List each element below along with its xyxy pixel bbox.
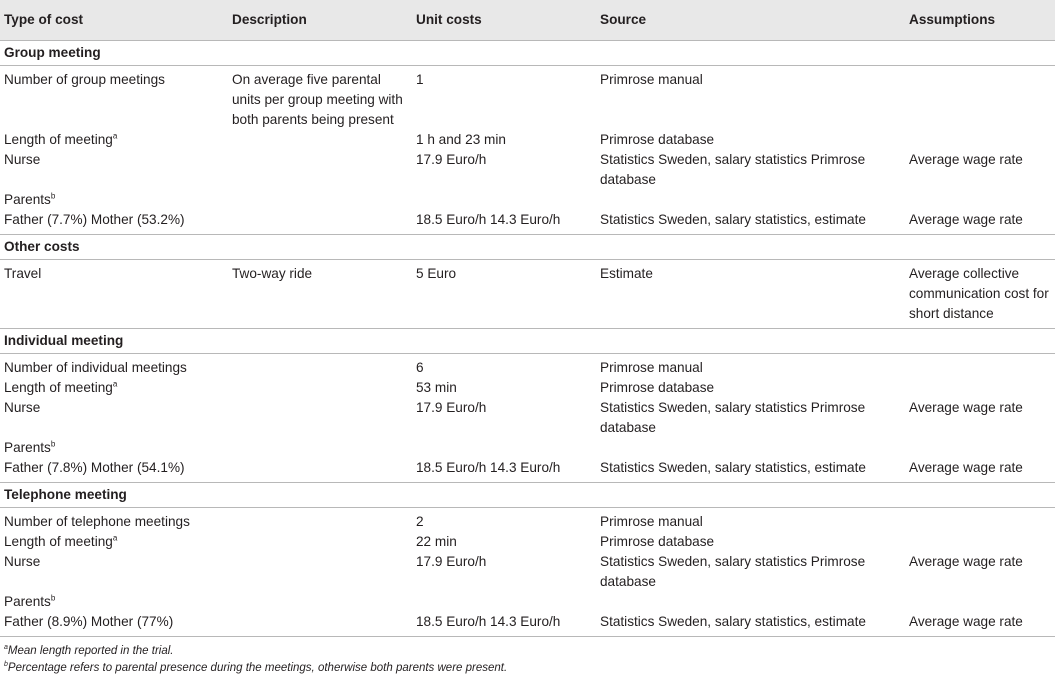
table-header-row: [0, 0, 1055, 40]
cell-unit-cost: 17.9 Euro/h: [416, 151, 487, 167]
table-row: [0, 532, 1055, 552]
cell-unit-cost: 17.9 Euro/h: [416, 399, 487, 415]
footnote-mark: a: [112, 378, 118, 388]
cell-source: Statistics Sweden, salary statistics, estimate: [596, 612, 905, 637]
cell-unit-cost: 1 h and 23 min: [416, 131, 506, 147]
cell-type-text: Parents: [4, 191, 51, 207]
cell-unit-cost: 5 Euro: [412, 259, 596, 328]
footnote-text: Percentage refers to parental presence during the meetings, otherwise both parents were present.: [7, 662, 508, 674]
cell-assumption: Average wage rate: [909, 399, 1023, 415]
section-title: Individual meeting: [0, 328, 1055, 353]
cell-unit-cost: 2: [416, 513, 424, 529]
table-row: [0, 507, 1055, 532]
cell-assumption: Average wage rate: [909, 553, 1023, 569]
section-title: Other costs: [0, 234, 1055, 259]
cell-assumption: Average wage rate: [905, 612, 1055, 637]
table-row: [0, 150, 1055, 190]
header-source: Source: [600, 11, 647, 27]
cell-source: Estimate: [596, 259, 905, 328]
cell-source: Statistics Sweden, salary statistics, estimate: [596, 458, 905, 483]
cell-unit-cost: 18.5 Euro/h 14.3 Euro/h: [412, 210, 596, 235]
header-assumptions: Assumptions: [909, 11, 996, 27]
cell-type: [0, 130, 228, 150]
footnote-mark: a: [112, 532, 118, 542]
footnote-text: Mean length reported in the trial.: [7, 645, 174, 657]
footnote-mark: a: [4, 644, 8, 652]
footnote-mark: b: [50, 592, 56, 602]
cell-type: Father (7.8%) Mother (54.1%): [0, 458, 228, 483]
cell-assumption: Average wage rate: [905, 458, 1055, 483]
cell-type: Nurse: [4, 151, 41, 167]
cell-description: On average five parental units per group meeting with both parents being present: [232, 71, 403, 127]
cell-type: Father (7.7%) Mother (53.2%): [0, 210, 228, 235]
footnote-mark: a: [112, 130, 118, 140]
footnote-a: [4, 643, 173, 659]
table-row: [0, 592, 1055, 612]
cell-type: [0, 378, 228, 398]
cell-assumption: [905, 65, 1055, 130]
cell-type: [0, 438, 228, 458]
cell-assumption: Average wage rate: [905, 210, 1055, 235]
cell-source: Statistics Sweden, salary statistics Primrose database: [600, 399, 866, 435]
section-title: Group meeting: [0, 40, 1055, 65]
cell-source: Primrose database: [600, 379, 715, 395]
cell-source: Primrose manual: [600, 359, 703, 375]
cell-type-text: Length of meeting: [4, 533, 113, 549]
cell-source: Primrose database: [600, 131, 715, 147]
footnote-mark: b: [50, 438, 56, 448]
cell-type: [0, 532, 228, 552]
table-row: [0, 190, 1055, 210]
cell-source: Statistics Sweden, salary statistics Primrose database: [600, 553, 866, 589]
cell-assumption: Average collective communication cost for short distance: [905, 259, 1055, 328]
table-row: [0, 458, 1055, 483]
footnote-b: [4, 660, 507, 676]
cell-unit-cost: 53 min: [416, 379, 457, 395]
table-row: [0, 130, 1055, 150]
section-row-group-meeting: [0, 40, 1055, 65]
cell-unit-cost: 1: [416, 71, 424, 87]
cell-type: [0, 190, 228, 210]
table-row: [0, 612, 1055, 637]
cell-unit-cost: 6: [416, 359, 424, 375]
cell-type: Number of individual meetings: [4, 359, 187, 375]
cell-source: Primrose database: [600, 533, 715, 549]
cell-unit-cost: 18.5 Euro/h 14.3 Euro/h: [412, 458, 596, 483]
table-row: [0, 552, 1055, 592]
section-title: Telephone meeting: [0, 482, 1055, 507]
table-row: [0, 65, 1055, 130]
header-type-of-cost: Type of cost: [4, 11, 84, 27]
cell-type: Nurse: [4, 399, 41, 415]
cell-unit-cost: 18.5 Euro/h 14.3 Euro/h: [412, 612, 596, 637]
cell-type: [0, 592, 228, 612]
cell-description: Two-way ride: [228, 259, 412, 328]
table-row: [0, 378, 1055, 398]
header-description: Description: [232, 11, 307, 27]
cell-type: Nurse: [4, 553, 41, 569]
header-unit-costs: Unit costs: [416, 11, 482, 27]
cell-type: Number of telephone meetings: [4, 513, 190, 529]
cell-assumption: Average wage rate: [909, 151, 1023, 167]
cell-unit-cost: 17.9 Euro/h: [416, 553, 487, 569]
cell-source: Primrose manual: [600, 71, 703, 87]
table-row: [0, 259, 1055, 328]
section-row-other-costs: [0, 234, 1055, 259]
cell-source: Statistics Sweden, salary statistics Primrose database: [600, 151, 866, 187]
table-row: [0, 353, 1055, 378]
cell-source: Statistics Sweden, salary statistics, estimate: [596, 210, 905, 235]
section-row-individual-meeting: [0, 328, 1055, 353]
cell-type-text: Length of meeting: [4, 131, 113, 147]
footnote-mark: b: [4, 661, 8, 669]
cell-source: Primrose manual: [600, 513, 703, 529]
table-row: [0, 210, 1055, 235]
cell-type: Father (8.9%) Mother (77%): [0, 612, 228, 637]
footnote-mark: b: [50, 190, 56, 200]
table-row: [0, 398, 1055, 438]
cell-type-text: Parents: [4, 439, 51, 455]
cell-unit-cost: 22 min: [416, 533, 457, 549]
section-row-telephone-meeting: [0, 482, 1055, 507]
cell-type-text: Parents: [4, 593, 51, 609]
cell-type-text: Length of meeting: [4, 379, 113, 395]
cell-type: Number of group meetings: [4, 71, 165, 87]
table-row: [0, 438, 1055, 458]
cell-type: Travel: [0, 259, 228, 328]
